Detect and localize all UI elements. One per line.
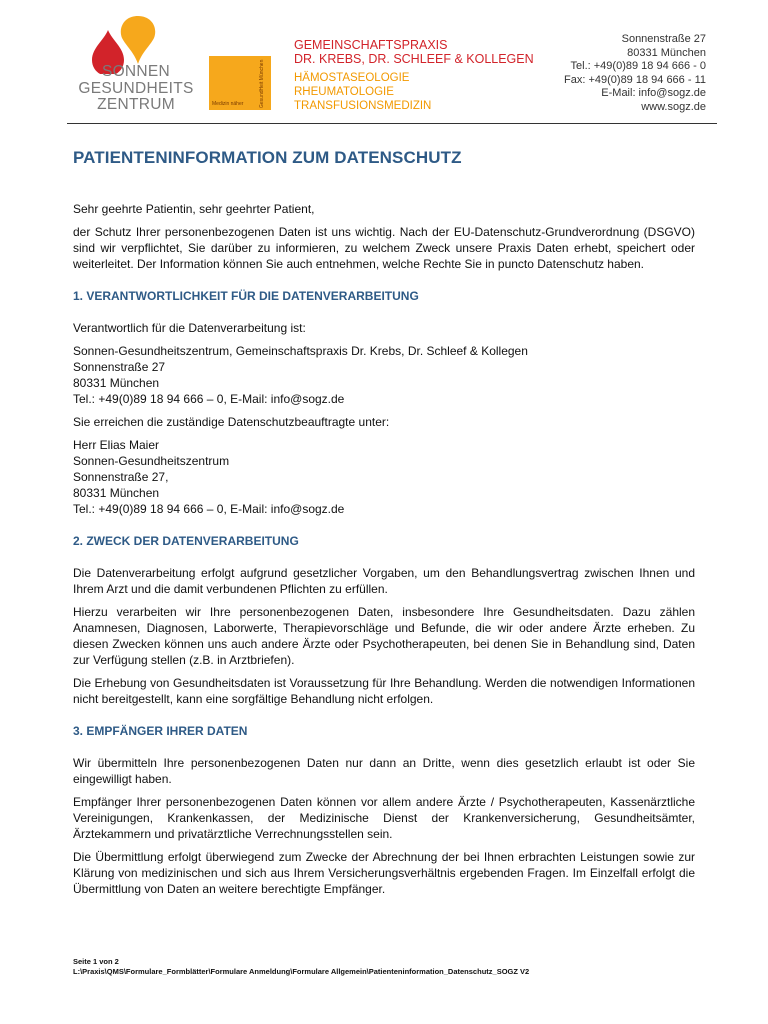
section-1-heading: 1. VERANTWORTLICHKEIT FÜR DIE DATENVERARBEITUNG [73,289,419,303]
contact-city: 80331 München [627,46,706,59]
address-line: Herr Elias Maier [73,438,160,452]
contact-phone: Tel.: +49(0)89 18 94 666 - 0 [570,60,706,73]
specialty-2: RHEUMATOLOGIE [294,86,394,98]
contact-street: Sonnenstraße 27 [621,33,706,45]
contact-block [564,33,706,115]
header-divider [67,123,717,124]
address-line: Sonnen-Gesundheitszentrum, Gemeinschaftspraxis Dr. Krebs, Dr. Schleef & Kollegen [73,344,528,358]
logo-line-1: SONNEN [101,63,171,80]
address-line: 80331 München [73,486,160,500]
address-line: 80331 München [73,376,160,390]
badge-bottom-text: Medizin näher [212,101,244,107]
sonnen-gesundheitszentrum-logo [70,14,202,116]
intro-paragraph: der Schutz Ihrer personenbezogenen Daten ist uns wichtig. Nach der EU-Datenschutz-Grundverordnung (DSGVO) sind wir verpflichtet, Sie darüber zu informieren, zu welchem Zweck unsere Praxis Daten erhebt, speichert oder weiterleitet. Der Information können Sie auch entnehmen, welche Rechte Sie in puncto Datenschutz haben. [73,225,695,271]
section-2-paragraph-1: Die Datenverarbeitung erfolgt aufgrund gesetzlicher Vorgaben, um den Behandlungsvertrag zwischen Ihnen und Ihrem Arzt und die damit verbundenen Pflichten zu erfüllen. [73,566,695,596]
badge-side-text: GesundHeit München [259,59,265,108]
section-2-paragraph-3: Die Erhebung von Gesundheitsdaten ist Voraussetzung für Ihre Behandlung. Werden die notwendigen Informationen nicht bereitgestellt, kann eine sorgfältige Behandlung nicht erfolgen. [73,676,695,706]
logo-line-2: GESUNDHEITS [78,79,194,97]
specialty-1: HÄMOSTASEOLOGIE [294,72,410,84]
document-body [73,148,695,904]
practice-line-1: GEMEINSCHAFTSPRAXIS [294,38,448,52]
contact-fax: Fax: +49(0)89 18 94 666 - 11 [564,73,706,86]
dpo-address [73,437,695,517]
page-number: Seite 1 von 2 [73,957,119,966]
address-line: Tel.: +49(0)89 18 94 666 – 0, E-Mail: info@sogz.de [73,502,345,516]
section-1-paragraph-1: Verantwortlich für die Datenverarbeitung ist: [73,321,306,335]
practice-line-2: DR. KREBS, DR. SCHLEEF & KOLLEGEN [294,52,534,66]
greeting: Sehr geehrte Patientin, sehr geehrter Patient, [73,202,315,216]
section-2-heading: 2. ZWECK DER DATENVERARBEITUNG [73,534,299,548]
logo-wordmark [70,64,202,114]
section-1-paragraph-2: Sie erreichen die zuständige Datenschutzbeauftragte unter: [73,415,390,429]
address-line: Tel.: +49(0)89 18 94 666 – 0, E-Mail: info@sogz.de [73,392,345,406]
contact-website: www.sogz.de [641,100,706,113]
controller-address [73,343,695,407]
file-path: L:\Praxis\QMS\Formulare_Formblätter\Formulare Anmeldung\Formulare Allgemein\Patienteninformation_Datenschutz_SOGZ V2 [73,967,530,976]
address-line: Sonnen-Gesundheitszentrum [73,454,230,468]
section-3-heading: 3. EMPFÄNGER IHRER DATEN [73,724,248,738]
medical-network-badge [209,56,271,110]
page-footer [73,957,529,977]
document-title: PATIENTENINFORMATION ZUM DATENSCHUTZ [73,148,462,167]
section-3-paragraph-2: Empfänger Ihrer personenbezogenen Daten können vor allem andere Ärzte / Psychotherapeuten, Kassenärztliche Vereinigungen, Krankenkassen, der Medizinische Dienst der Krankenversicherung, Gesundheitsämter, Ärztekammern und privatärztliche Verrechnungsstellen sein. [73,795,695,841]
logo-line-3: ZENTRUM [97,96,175,113]
contact-email: E-Mail: info@sogz.de [601,87,706,100]
address-line: Sonnenstraße 27 [73,360,166,374]
section-3-paragraph-1: Wir übermitteln Ihre personenbezogenen Daten nur dann an Dritte, wenn dies gesetzlich erlaubt ist oder Sie eingewilligt haben. [73,756,695,786]
practice-name-block [294,38,534,113]
address-line: Sonnenstraße 27, [73,470,169,484]
specialty-3: TRANSFUSIONSMEDIZIN [294,100,432,112]
section-3-paragraph-3: Die Übermittlung erfolgt überwiegend zum Zwecke der Abrechnung der bei Ihnen erbrachten Leistungen sowie zur Klärung von medizinischen und sich aus Ihrem Versicherungsverhältnis ergebenden Fragen. Im Einzelfall erfolgt die Übermittlung von Daten an weitere berechtigte Empfänger. [73,850,695,896]
section-2-paragraph-2: Hierzu verarbeiten wir Ihre personenbezogenen Daten, insbesondere Ihre Gesundheitsdaten. Dazu zählen Anamnesen, Diagnosen, Laborwerte, Therapievorschläge und Befunde, die wir oder andere Ärzte erheben. Zu diesen Zwecken können uns auch andere Ärzte oder Psychotherapeuten, bei denen Sie in Behandlung sind, Daten zur Verfügung stellen (z.B. in Arztbriefen). [73,605,695,667]
